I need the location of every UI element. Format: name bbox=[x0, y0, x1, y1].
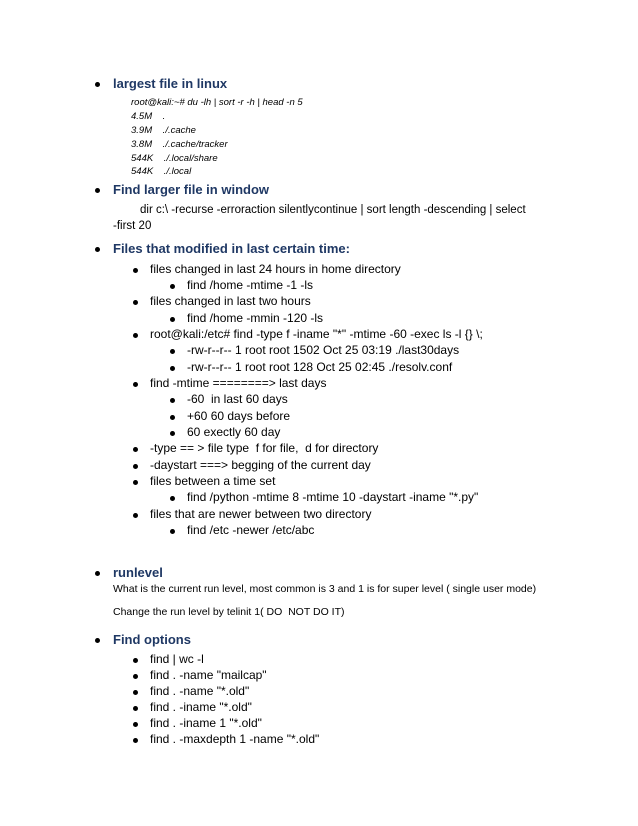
code-line: 544K ./.local/share bbox=[131, 153, 218, 164]
bullet-icon bbox=[133, 658, 138, 663]
list-item: find /home -mtime -1 -ls bbox=[187, 278, 314, 292]
section-heading-largest-file: largest file in linux bbox=[113, 76, 228, 91]
bullet-icon bbox=[95, 571, 100, 576]
list-item: find /python -mtime 8 -mtime 10 -daystart -iname "*.py" bbox=[187, 490, 479, 504]
bullet-icon bbox=[133, 268, 138, 273]
list-item: -type == > file type f for file, d for directory bbox=[150, 441, 379, 455]
list-item: find . -iname 1 "*.old" bbox=[150, 716, 262, 730]
text-line: -first 20 bbox=[113, 220, 152, 232]
code-line: 3.8M ./.cache/tracker bbox=[131, 139, 228, 150]
list-item: -rw-r--r-- 1 root root 128 Oct 25 02:45 ./resolv.conf bbox=[187, 360, 453, 374]
section-heading-modified: Files that modified in last certain time: bbox=[113, 241, 350, 256]
bullet-icon bbox=[133, 674, 138, 679]
bullet-icon bbox=[133, 738, 138, 743]
list-item: find . -maxdepth 1 -name "*.old" bbox=[150, 732, 320, 746]
bullet-icon bbox=[95, 82, 100, 87]
section-heading-runlevel: runlevel bbox=[113, 565, 163, 580]
list-item: files that are newer between two directory bbox=[150, 507, 372, 521]
list-item: find . -iname "*.old" bbox=[150, 700, 252, 714]
bullet-icon bbox=[133, 706, 138, 711]
bullet-icon bbox=[133, 447, 138, 452]
bullet-icon bbox=[170, 529, 175, 534]
bullet-icon bbox=[133, 464, 138, 469]
text-line: Change the run level by telinit 1( DO NOT DO IT) bbox=[113, 606, 345, 618]
list-item: find | wc -l bbox=[150, 652, 204, 666]
bullet-icon bbox=[170, 398, 175, 403]
list-item: files changed in last 24 hours in home directory bbox=[150, 262, 401, 276]
bullet-icon bbox=[133, 480, 138, 485]
code-line: root@kali:~# du -lh | sort -r -h | head -n 5 bbox=[131, 97, 303, 108]
bullet-icon bbox=[170, 415, 175, 420]
code-line: 544K ./.local bbox=[131, 166, 192, 177]
code-line: 3.9M ./.cache bbox=[131, 125, 196, 136]
bullet-icon bbox=[133, 333, 138, 338]
list-item: root@kali:/etc# find -type f -iname "*" -mtime -60 -exec ls -l {} \; bbox=[150, 327, 483, 341]
list-item: -daystart ===> begging of the current day bbox=[150, 458, 371, 472]
bullet-icon bbox=[95, 188, 100, 193]
list-item: -60 in last 60 days bbox=[187, 392, 288, 406]
bullet-icon bbox=[133, 382, 138, 387]
bullet-icon bbox=[170, 284, 175, 289]
bullet-icon bbox=[95, 638, 100, 643]
list-item: find /etc -newer /etc/abc bbox=[187, 523, 315, 537]
list-item: find . -name "*.old" bbox=[150, 684, 250, 698]
list-item: 60 exectly 60 day bbox=[187, 425, 281, 439]
list-item: find . -name "mailcap" bbox=[150, 668, 267, 682]
list-item: files changed in last two hours bbox=[150, 294, 311, 308]
list-item: find /home -mmin -120 -ls bbox=[187, 311, 324, 325]
bullet-icon bbox=[170, 349, 175, 354]
bullet-icon bbox=[170, 317, 175, 322]
bullet-icon bbox=[133, 722, 138, 727]
bullet-icon bbox=[170, 366, 175, 371]
section-heading-find-options: Find options bbox=[113, 632, 191, 647]
list-item: +60 60 days before bbox=[187, 409, 291, 423]
text-line: What is the current run level, most common is 3 and 1 is for super level ( single user mode) bbox=[113, 583, 537, 595]
code-line: 4.5M . bbox=[131, 111, 166, 122]
list-item: files between a time set bbox=[150, 474, 276, 488]
text-line: dir c:\ -recurse -erroraction silentlycontinue | sort length -descending | select bbox=[140, 204, 526, 216]
bullet-icon bbox=[133, 300, 138, 305]
bullet-icon bbox=[170, 431, 175, 436]
bullet-icon bbox=[133, 690, 138, 695]
bullet-icon bbox=[170, 496, 175, 501]
section-heading-window: Find larger file in window bbox=[113, 182, 270, 197]
list-item: find -mtime ========> last days bbox=[150, 376, 327, 390]
bullet-icon bbox=[133, 513, 138, 518]
list-item: -rw-r--r-- 1 root root 1502 Oct 25 03:19 ./last30days bbox=[187, 343, 460, 357]
bullet-icon bbox=[95, 247, 100, 252]
